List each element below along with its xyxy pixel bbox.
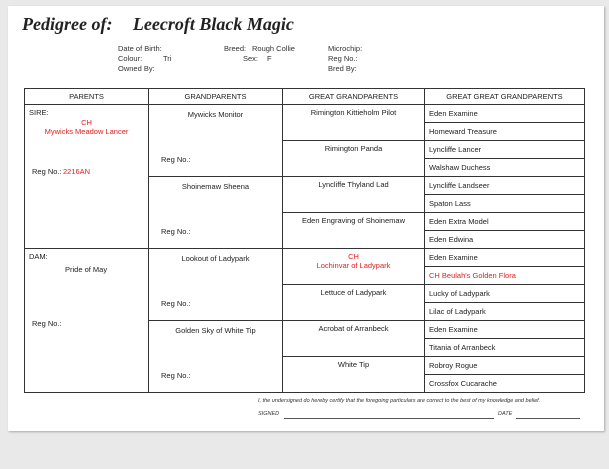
- great-grandparent-7: [283, 321, 425, 357]
- great-great-grandparent: Eden Examine: [429, 253, 478, 262]
- col-great-great-grandparents: GREAT GREAT GRANDPARENTS: [425, 89, 585, 105]
- title-label: Pedigree of:: [22, 14, 113, 34]
- great-grandparent-name: Lyncliffe Thyland Lad: [318, 180, 389, 189]
- great-great-grandparent: Eden Examine: [429, 109, 478, 118]
- grandparent-name: Mywicks Monitor: [187, 110, 244, 119]
- grandparent-4: [149, 321, 283, 393]
- sire-label: SIRE:: [29, 108, 49, 117]
- sex-label: Sex:: [243, 54, 259, 63]
- signed-line[interactable]: [284, 418, 494, 419]
- great-grandparent-4: [283, 213, 425, 249]
- bred-by-label: Bred By:: [328, 64, 357, 73]
- great-great-grandparent: CH Beulah's Golden Flora: [429, 271, 516, 280]
- great-grandparent-5: [283, 249, 425, 285]
- microchip-label: Microchip:: [328, 44, 363, 53]
- great-grandparent-name: Rimington Panda: [324, 144, 383, 153]
- colour-value: Tri: [163, 54, 172, 63]
- breed-label: Breed:: [224, 44, 247, 53]
- great-grandparent-name: Rimington Kittieholm Pilot: [310, 108, 397, 117]
- great-grandparent-title: CH: [348, 252, 359, 261]
- grandparent-reg-label: Reg No.:: [161, 299, 191, 308]
- great-great-grandparent: Robroy Rogue: [429, 361, 478, 370]
- sire-name: Mywicks Meadow Lancer: [44, 127, 129, 136]
- sire-reg-label: Reg No.:: [32, 167, 62, 176]
- great-grandparent-name: Lettuce of Ladypark: [320, 288, 387, 297]
- signed-label: SIGNED: [258, 411, 280, 417]
- grandparent-name: Golden Sky of White Tip: [175, 326, 256, 335]
- col-grandparents: GRANDPARENTS: [149, 89, 283, 105]
- great-great-grandparent: Titania of Arranbeck: [429, 343, 496, 352]
- breed-value: Rough Collie: [252, 44, 295, 53]
- great-grandparent-name: Acrobat of Arranbeck: [318, 324, 389, 333]
- col-great-grandparents: GREAT GRANDPARENTS: [283, 89, 425, 105]
- pedigree-table: [24, 88, 585, 393]
- sire-reg-value: 2216AN: [63, 167, 91, 176]
- dog-name: Leecroft Black Magic: [132, 14, 294, 34]
- grandparent-reg-label: Reg No.:: [161, 371, 191, 380]
- grandparent-2: [149, 177, 283, 249]
- great-grandparent-2: [283, 141, 425, 177]
- dam-reg-label: Reg No.:: [32, 319, 62, 328]
- great-grandparent-3: [283, 177, 425, 213]
- great-great-grandparent: Lilac of Ladypark: [429, 307, 486, 316]
- great-great-grandparent: Lyncliffe Landseer: [429, 181, 490, 190]
- grandparent-name: Shoinemaw Sheena: [181, 182, 250, 191]
- great-great-grandparent: Walshaw Duchess: [429, 163, 491, 172]
- great-great-grandparent: Homeward Treasure: [429, 127, 497, 136]
- dam-name: Pride of May: [65, 265, 108, 274]
- great-great-grandparent: Lyncliffe Lancer: [429, 145, 482, 154]
- sex-value: F: [267, 54, 272, 63]
- great-grandparent-name: Lochinvar of Ladypark: [316, 261, 391, 270]
- grandparent-3: [149, 249, 283, 321]
- sire-title: CH: [81, 118, 92, 127]
- dam-cell: [25, 249, 149, 393]
- date-of-birth-label: Date of Birth:: [118, 44, 162, 53]
- owned-by-label: Owned By:: [118, 64, 155, 73]
- col-parents: PARENTS: [25, 89, 149, 105]
- great-grandparent-1: [283, 105, 425, 141]
- great-grandparent-name: Eden Engraving of Shoinemaw: [302, 216, 405, 225]
- great-grandparent-6: [283, 285, 425, 321]
- reg-no-label: Reg No.:: [328, 54, 358, 63]
- grandparent-reg-label: Reg No.:: [161, 155, 191, 164]
- great-great-grandparent: Eden Edwina: [429, 235, 474, 244]
- certification-text: I, the undersigned do hereby certify that the foregoing particulars are correct to the best of my knowledge and belief.: [258, 398, 541, 404]
- great-great-grandparent: Spaton Lass: [429, 199, 471, 208]
- grandparent-1: [149, 105, 283, 177]
- grandparent-name: Lookout of Ladypark: [181, 254, 250, 263]
- great-great-grandparent: Crossfox Cucarache: [429, 379, 497, 388]
- sire-cell: [25, 105, 149, 249]
- great-grandparent-8: [283, 357, 425, 393]
- dam-label: DAM:: [29, 252, 48, 261]
- great-great-grandparent: Eden Examine: [429, 325, 478, 334]
- great-grandparent-name: White Tip: [337, 360, 370, 369]
- grandparent-reg-label: Reg No.:: [161, 227, 191, 236]
- great-great-grandparent: Lucky of Ladypark: [429, 289, 490, 298]
- date-line[interactable]: [516, 418, 580, 419]
- colour-label: Colour:: [118, 54, 143, 63]
- date-label: DATE: [498, 411, 513, 417]
- header-row: [25, 89, 585, 105]
- title-row: [22, 14, 294, 35]
- pedigree-page: [8, 6, 604, 431]
- great-great-grandparent: Eden Extra Model: [429, 217, 489, 226]
